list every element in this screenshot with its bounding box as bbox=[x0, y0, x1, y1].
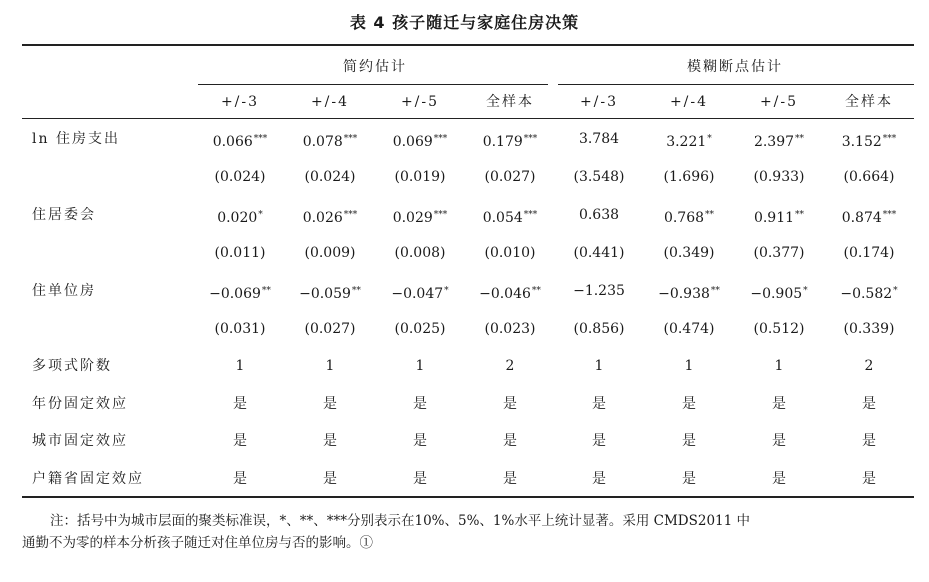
control-cell: 是 bbox=[233, 433, 247, 449]
coef-value: 3.221 bbox=[666, 134, 707, 150]
table-note bbox=[22, 510, 914, 554]
control-cell: 是 bbox=[772, 395, 786, 412]
control-cell: 1 bbox=[594, 358, 604, 374]
std-error-cell: (0.349) bbox=[663, 245, 715, 261]
std-error-cell: (0.031) bbox=[214, 321, 266, 337]
coef-cell bbox=[666, 129, 712, 152]
coef-cell bbox=[483, 129, 538, 152]
coef-value: −0.069 bbox=[209, 286, 261, 302]
coef-value: 0.638 bbox=[578, 207, 620, 223]
coef-cell bbox=[842, 129, 897, 152]
control-cell: 是 bbox=[503, 433, 517, 449]
std-error-cell: (0.025) bbox=[394, 321, 446, 337]
coef-cell bbox=[840, 281, 897, 304]
control-cell: 1 bbox=[774, 358, 784, 374]
coef-value: −0.582 bbox=[840, 286, 893, 302]
coef-value: −0.046 bbox=[479, 286, 531, 302]
control-cell: 是 bbox=[862, 433, 876, 449]
table-title: 表 4 孩子随迁与家庭住房决策 bbox=[349, 13, 580, 32]
std-error-cell: (0.474) bbox=[663, 321, 715, 337]
control-cell: 1 bbox=[415, 358, 425, 374]
row-label: 年份固定效应 bbox=[32, 395, 128, 412]
coef-cell bbox=[479, 281, 541, 304]
control-cell: 2 bbox=[864, 358, 874, 374]
significance-stars: *** bbox=[253, 134, 268, 144]
coef-cell bbox=[303, 129, 358, 152]
significance-stars: *** bbox=[343, 210, 358, 220]
std-error-cell: (0.856) bbox=[573, 321, 625, 337]
coef-value: −0.059 bbox=[299, 286, 351, 302]
coef-cell bbox=[579, 129, 619, 149]
control-cell: 是 bbox=[592, 395, 606, 412]
coef-cell bbox=[664, 205, 714, 228]
significance-stars: * bbox=[803, 286, 808, 296]
std-error-cell: (1.696) bbox=[663, 169, 715, 185]
control-cell: 是 bbox=[233, 395, 247, 412]
significance-stars: * bbox=[893, 286, 898, 296]
coef-cell bbox=[579, 205, 619, 225]
significance-stars: * bbox=[444, 286, 449, 296]
coef-value: 0.874 bbox=[841, 210, 882, 226]
row-label: ln 住房支出 bbox=[32, 131, 120, 147]
control-cell: 是 bbox=[862, 395, 876, 412]
control-cell: 是 bbox=[682, 470, 696, 487]
control-cell: 是 bbox=[413, 470, 427, 487]
std-error-cell: (0.027) bbox=[484, 169, 536, 185]
coef-value: −1.235 bbox=[573, 283, 625, 299]
significance-stars: *** bbox=[343, 134, 358, 144]
std-error-cell: (3.548) bbox=[573, 169, 625, 185]
significance-stars: *** bbox=[882, 210, 897, 220]
std-error-cell: (0.377) bbox=[753, 245, 805, 261]
significance-stars: * bbox=[707, 134, 712, 144]
coef-value: 3.784 bbox=[578, 131, 620, 147]
significance-stars: *** bbox=[523, 134, 538, 144]
group-underline-fuzzy-rd bbox=[558, 84, 914, 85]
significance-stars: *** bbox=[433, 210, 448, 220]
control-cell: 是 bbox=[682, 395, 696, 412]
coef-cell bbox=[299, 281, 361, 304]
std-error-cell: (0.009) bbox=[304, 245, 356, 261]
note-line-2: 通勤不为零的样本分析孩子随迁对住单位房与否的影响。① bbox=[22, 535, 373, 551]
control-cell: 是 bbox=[503, 470, 517, 487]
std-error-cell: (0.664) bbox=[843, 169, 895, 185]
significance-stars: *** bbox=[433, 134, 448, 144]
significance-stars: ** bbox=[351, 286, 361, 296]
coef-cell bbox=[393, 129, 448, 152]
coef-cell bbox=[754, 205, 804, 228]
control-cell: 是 bbox=[503, 395, 517, 412]
coef-value: 0.911 bbox=[753, 210, 795, 226]
control-cell: 是 bbox=[862, 470, 876, 487]
coef-cell bbox=[573, 281, 625, 301]
note-line-1: 注：括号中为城市层面的聚类标准误，*、**、***分别表示在10%、5%、1%水平上统计显著。采用 CMDS2011 中 bbox=[50, 513, 751, 529]
column-header: 全样本 bbox=[486, 94, 534, 110]
coef-value: 0.768 bbox=[663, 210, 705, 226]
coef-value: 0.066 bbox=[212, 134, 253, 150]
control-cell: 是 bbox=[323, 395, 337, 412]
coef-cell bbox=[842, 205, 897, 228]
control-cell: 是 bbox=[233, 470, 247, 487]
coef-value: 0.054 bbox=[482, 210, 523, 226]
std-error-cell: (0.024) bbox=[304, 169, 356, 185]
coef-value: 3.152 bbox=[841, 134, 882, 150]
row-label: 城市固定效应 bbox=[32, 433, 128, 449]
std-error-cell: (0.027) bbox=[304, 321, 356, 337]
std-error-cell: (0.339) bbox=[843, 321, 895, 337]
control-cell: 是 bbox=[413, 395, 427, 412]
coef-value: 0.020 bbox=[217, 210, 258, 226]
header-rule bbox=[22, 118, 914, 119]
control-cell: 2 bbox=[505, 358, 515, 374]
coef-cell bbox=[393, 205, 448, 228]
control-cell: 是 bbox=[772, 433, 786, 449]
coef-value: 0.029 bbox=[392, 210, 433, 226]
control-cell: 1 bbox=[235, 358, 245, 374]
std-error-cell: (0.010) bbox=[484, 245, 536, 261]
std-error-cell: (0.019) bbox=[394, 169, 446, 185]
significance-stars: ** bbox=[795, 210, 805, 220]
coef-cell bbox=[483, 205, 538, 228]
row-label: 住居委会 bbox=[32, 207, 96, 223]
coef-value: 0.069 bbox=[392, 134, 433, 150]
coef-cell bbox=[658, 281, 720, 304]
group-underline-simple bbox=[198, 84, 548, 85]
std-error-cell: (0.024) bbox=[214, 169, 266, 185]
control-cell: 是 bbox=[413, 433, 427, 449]
coef-cell bbox=[213, 129, 268, 152]
coef-cell bbox=[750, 281, 807, 304]
std-error-cell: (0.512) bbox=[753, 321, 805, 337]
coef-cell bbox=[754, 129, 804, 152]
column-header: +/-5 bbox=[400, 94, 440, 110]
control-cell: 是 bbox=[682, 433, 696, 449]
coef-value: 0.026 bbox=[302, 210, 343, 226]
column-header: +/-5 bbox=[759, 94, 799, 110]
coef-value: 0.078 bbox=[302, 134, 343, 150]
significance-stars: ** bbox=[710, 286, 720, 296]
row-label: 多项式阶数 bbox=[32, 358, 112, 374]
coef-cell bbox=[303, 205, 358, 228]
column-header: +/-3 bbox=[579, 94, 619, 110]
std-error-cell: (0.008) bbox=[394, 245, 446, 261]
control-cell: 是 bbox=[592, 470, 606, 487]
significance-stars: * bbox=[258, 210, 263, 220]
control-cell: 是 bbox=[592, 433, 606, 449]
significance-stars: *** bbox=[882, 134, 897, 144]
significance-stars: ** bbox=[261, 286, 271, 296]
group-header-simple: 简约估计 bbox=[343, 59, 407, 75]
control-cell: 是 bbox=[772, 470, 786, 487]
significance-stars: ** bbox=[705, 210, 715, 220]
coef-value: −0.905 bbox=[750, 286, 803, 302]
column-header: +/-4 bbox=[669, 94, 709, 110]
column-header: +/-4 bbox=[310, 94, 350, 110]
std-error-cell: (0.174) bbox=[843, 245, 895, 261]
std-error-cell: (0.933) bbox=[753, 169, 805, 185]
row-label: 户籍省固定效应 bbox=[32, 470, 144, 487]
coef-value: 0.179 bbox=[482, 134, 523, 150]
std-error-cell: (0.441) bbox=[573, 245, 625, 261]
significance-stars: ** bbox=[531, 286, 541, 296]
coef-cell bbox=[209, 281, 271, 304]
coef-value: 2.397 bbox=[753, 134, 795, 150]
coef-value: −0.938 bbox=[658, 286, 710, 302]
column-header: 全样本 bbox=[845, 94, 893, 110]
coef-cell bbox=[391, 281, 448, 304]
std-error-cell: (0.023) bbox=[484, 321, 536, 337]
group-header-fuzzy-rd: 模糊断点估计 bbox=[687, 59, 783, 75]
coef-cell bbox=[217, 205, 263, 228]
control-cell: 1 bbox=[684, 358, 694, 374]
control-cell: 是 bbox=[323, 470, 337, 487]
coef-value: −0.047 bbox=[391, 286, 444, 302]
control-cell: 1 bbox=[325, 358, 335, 374]
control-cell: 是 bbox=[323, 433, 337, 449]
significance-stars: ** bbox=[795, 134, 805, 144]
column-header: +/-3 bbox=[220, 94, 260, 110]
top-rule bbox=[22, 44, 914, 46]
significance-stars: *** bbox=[523, 210, 538, 220]
std-error-cell: (0.011) bbox=[214, 245, 266, 261]
bottom-rule bbox=[22, 496, 914, 498]
row-label: 住单位房 bbox=[32, 283, 96, 299]
